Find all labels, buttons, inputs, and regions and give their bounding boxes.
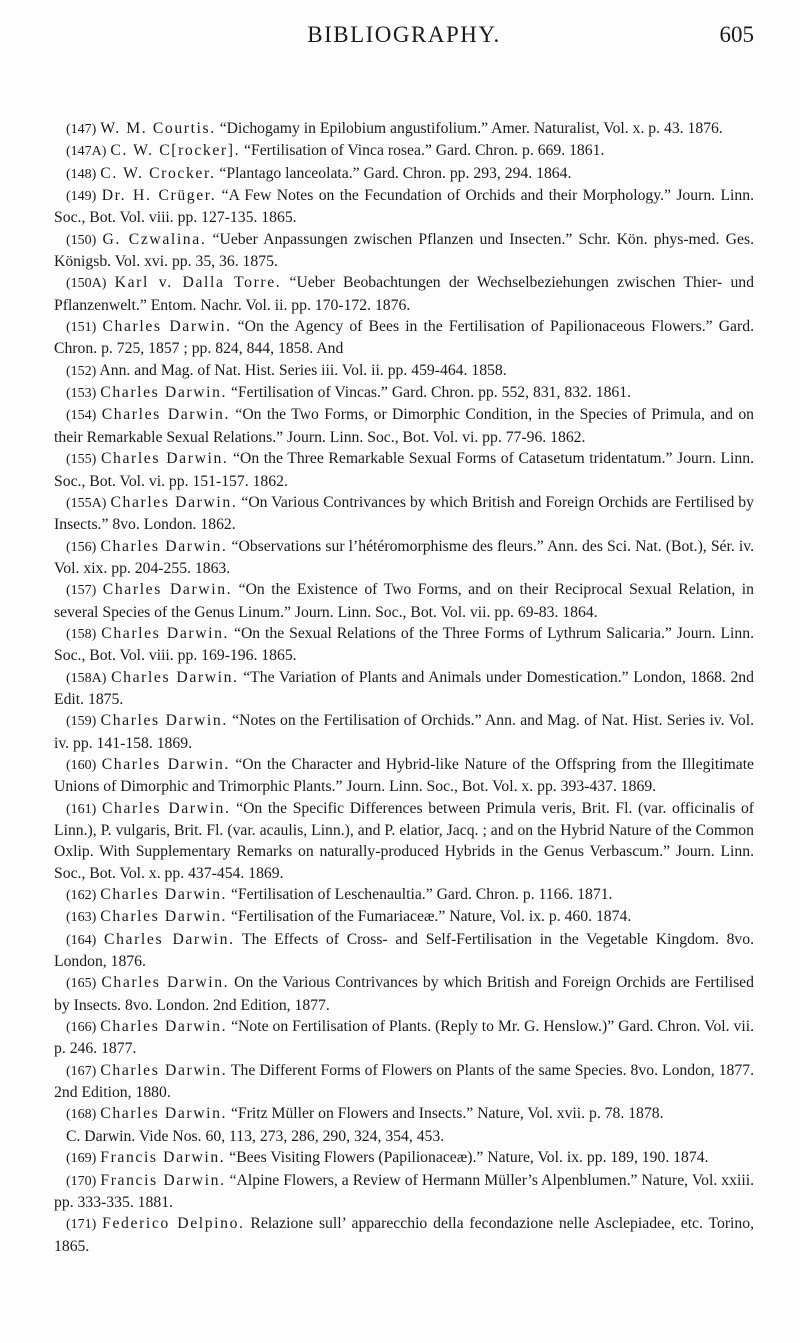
- entry-citation: Ann. and Mag. of Nat. Hist. Series iii. Vol. ii. pp. 459-464. 1858.: [99, 361, 507, 379]
- entry-author: Charles Darwin.: [100, 450, 229, 468]
- entry-number: (161): [66, 801, 97, 817]
- entry-author: Charles Darwin.: [100, 886, 228, 904]
- entry-number: (150): [66, 232, 97, 248]
- entry-citation: “Bees Visiting Flowers (Papilionaceæ).” Nature, Vol. ix. pp. 189, 190. 1874.: [225, 1149, 709, 1167]
- entry-author: Charles Darwin.: [102, 581, 233, 599]
- bibliography-entry: [54, 1213, 754, 1257]
- entry-author: Charles Darwin.: [102, 318, 232, 336]
- entry-author: Charles Darwin.: [101, 624, 230, 642]
- running-title: BIBLIOGRAPHY.: [307, 22, 501, 47]
- entry-number: (162): [66, 888, 97, 904]
- bibliography-entry: [54, 229, 754, 273]
- bibliography-entry: [54, 1103, 754, 1125]
- entry-author: Charles Darwin.: [101, 755, 230, 773]
- entry-citation: “Fertilisation of Leschenaultia.” Gard. Chron. p. 1166. 1871.: [227, 886, 613, 904]
- entry-citation: “On the Agency of Bees in the Fertilisation of Papilionaceous Flowers.” Gard. Chron. p. 725, 1857 ; pp. 824, 844, 1858. And: [54, 318, 755, 358]
- entry-citation: “Fertilisation of Vinca rosea.” Gard. Chron. p. 669. 1861.: [240, 142, 605, 160]
- entry-citation: “Fertilisation of the Fumariaceæ.” Nature, Vol. ix. p. 460. 1874.: [227, 908, 632, 926]
- entry-number: (159): [66, 714, 97, 730]
- entry-citation: “The Variation of Plants and Animals under Domestication.” London, 1868. 2nd Edit. 1875.: [54, 668, 754, 708]
- bibliography-entry: [54, 382, 754, 404]
- entry-citation: “On the Three Remarkable Sexual Forms of Catasetum tridentatum.” Journ. Linn. Soc., Bot. Vol. vi. pp. 151-157. 1862.: [54, 450, 755, 490]
- entry-number: (150A): [66, 276, 107, 292]
- bibliography-entry: [54, 140, 754, 162]
- entry-author: Charles Darwin.: [100, 537, 228, 555]
- entry-author: Charles Darwin.: [110, 493, 238, 511]
- entry-citation: “Fritz Müller on Flowers and Insects.” Nature, Vol. xvii. p. 78. 1878.: [227, 1105, 664, 1123]
- entry-citation: “On the Character and Hybrid-like Nature of the Offspring from the Illegitimate Unions of Dimorphic and Trimorphic Plants.” Journ. Linn. Soc., Bot. Vol. x. pp. 393-437. 1869.: [54, 755, 755, 796]
- entry-citation: “Ueber Beobachtungen der Wechselbeziehungen zwischen Thier- und Pflanzenwelt.” Entom. Nachr. Vol. ii. pp. 170-172. 1876.: [54, 274, 754, 314]
- entry-author: Karl v. Dalla Torre.: [114, 274, 282, 292]
- entry-citation: “Observations sur l’hétéromorphisme des fleurs.” Ann. des Sci. Nat. (Bot.), Sér. iv. Vol. xix. pp. 204-255. 1863.: [54, 537, 755, 577]
- entry-author: G. Czwalina.: [102, 230, 207, 248]
- entry-citation: “Fertilisation of Vincas.” Gard. Chron. pp. 552, 831, 832. 1861.: [227, 384, 632, 402]
- entry-number: (157): [66, 583, 97, 599]
- entry-author: C. W. C[rocker].: [110, 142, 241, 160]
- entry-number: (166): [66, 1020, 97, 1036]
- entry-author: Charles Darwin.: [100, 384, 228, 402]
- entry-number: (151): [66, 320, 97, 336]
- entry-number: (169): [66, 1151, 97, 1167]
- entry-number: (154): [66, 408, 97, 424]
- entry-citation: Relazione sull’ apparecchio della fecondazione nelle Asclepiadee, etc. Torino, 1865.: [54, 1215, 755, 1255]
- entry-number: (155): [66, 452, 97, 468]
- entry-author: C. W. Crocker.: [100, 164, 216, 182]
- entry-author: Francis Darwin.: [100, 1171, 226, 1189]
- entry-author: Francis Darwin.: [100, 1149, 226, 1167]
- entries-tail: [54, 1147, 754, 1257]
- entry-number: (167): [66, 1063, 97, 1079]
- entry-author: Federico Delpino.: [102, 1215, 245, 1233]
- entry-number: (160): [66, 757, 97, 773]
- bibliography-entry: [54, 929, 754, 973]
- bibliography-entry: [54, 360, 754, 382]
- entry-number: (163): [66, 910, 97, 926]
- bibliography-entry: [54, 272, 754, 316]
- entry-citation: “Ueber Anpassungen zwischen Pflanzen und Insecten.” Schr. Kön. phys-med. Ges. Königsb. Vol. xvi. pp. 35, 36. 1875.: [54, 230, 754, 271]
- bibliography-entry: [54, 404, 754, 448]
- entry-citation: “On the Sexual Relations of the Three Forms of Lythrum Salicaria.” Journ. Linn. Soc., Bot. Vol. viii. pp. 169-196. 1865.: [54, 624, 755, 665]
- bibliography-entry: [54, 1060, 754, 1104]
- entry-citation: “On the Existence of Two Forms, and on their Reciprocal Sexual Relation, in several Species of the Genus Linum.” Journ. Linn. Soc., Bot. Vol. vii. pp. 69-83. 1864.: [54, 581, 754, 621]
- entry-author: Charles Darwin.: [100, 908, 228, 926]
- entry-number: (165): [66, 976, 97, 992]
- entry-number: (168): [66, 1107, 97, 1123]
- entry-citation: “A Few Notes on the Fecundation of Orchids and their Morphology.” Journ. Linn. Soc., Bot. Vol. viii. pp. 127-135. 1865.: [54, 187, 754, 227]
- entry-author: Charles Darwin.: [100, 1061, 228, 1079]
- cross-reference: C. Darwin. Vide Nos. 60, 113, 273, 286, 290, 324, 354, 453.: [66, 1127, 445, 1145]
- page-header: [54, 22, 754, 56]
- entry-number: (147A): [66, 144, 107, 160]
- entry-author: Charles Darwin.: [100, 1018, 228, 1036]
- entry-citation: “Alpine Flowers, a Review of Hermann Müller’s Alpenblumen.” Nature, Vol. xxiii. pp. 333-335. 1881.: [54, 1171, 754, 1211]
- entry-number: (171): [66, 1217, 97, 1233]
- bibliography-entry: [54, 667, 754, 711]
- bibliography-entry: [54, 1016, 754, 1060]
- entry-author: Charles Darwin.: [101, 974, 230, 992]
- bibliography-entry: [54, 448, 754, 492]
- bibliography-entry: [54, 579, 754, 623]
- bibliography-entry: [54, 185, 754, 229]
- entry-number: (147): [66, 122, 97, 137]
- bibliography-entry: [54, 492, 754, 536]
- bibliography-entry: [54, 710, 754, 754]
- bibliography-entry: [54, 884, 754, 906]
- entry-number: (155A): [66, 495, 107, 511]
- entry-author: Charles Darwin.: [101, 406, 230, 424]
- bibliography-entry: [54, 1170, 754, 1214]
- bibliography-entry: [54, 754, 754, 798]
- entry-author: Charles Darwin.: [100, 712, 228, 730]
- entries-main: [54, 118, 754, 1126]
- entry-citation: The Effects of Cross- and Self-Fertilisation in the Vegetable Kingdom. 8vo. London, 1876.: [54, 930, 755, 971]
- bibliography-entry: [54, 316, 754, 360]
- bibliography-entry: [54, 1147, 754, 1169]
- bibliography-entries: [54, 118, 754, 1257]
- entry-author: Charles Darwin.: [111, 668, 239, 686]
- bibliography-entry: [54, 163, 754, 185]
- bibliography-entry: [54, 623, 754, 667]
- entry-citation: “On the Two Forms, or Dimorphic Condition, in the Species of Primula, and on their Remarkable Sexual Relations.” Journ. Linn. Soc., Bot. Vol. vi. pp. 77-96. 1862.: [54, 406, 755, 446]
- entry-citation: “Note on Fertilisation of Plants. (Reply to Mr. G. Henslow.)” Gard. Chron. Vol. vii. p. 246. 1877.: [54, 1018, 754, 1058]
- bibliography-entry: [54, 798, 754, 884]
- entry-number: (164): [66, 932, 97, 948]
- entry-number: (158): [66, 626, 97, 642]
- entry-citation: The Different Forms of Flowers on Plants of the same Species. 8vo. London, 1877. 2nd Edition, 1880.: [54, 1061, 754, 1102]
- entry-number: (170): [66, 1173, 97, 1189]
- bibliography-entry: [54, 536, 754, 580]
- entry-number: (153): [66, 386, 97, 402]
- entry-number: (149): [66, 189, 97, 205]
- entry-citation: “On the Specific Differences between Primula veris, Brit. Fl. (var. officinalis of Linn.), P. vulgaris, Brit. Fl. (var. acaulis, Linn.), and P. elatior, Jacq. ; and on the Hybrid Nature of the Common Oxlip. With Supplementary Remarks on naturally-produced Hybrids in the Genus Verbascum.” Journ. Linn. Soc., Bot. Vol. x. pp. 437-454. 1869.: [54, 799, 755, 882]
- entry-author: Charles Darwin.: [101, 799, 231, 817]
- bibliography-entry: [54, 972, 754, 1016]
- entry-citation: “Dichogamy in Epilobium angustifolium.” Amer. Naturalist, Vol. x. p. 43. 1876.: [215, 120, 723, 137]
- entry-citation: “Notes on the Fertilisation of Orchids.” Ann. and Mag. of Nat. Hist. Series iv. Vol. iv. pp. 141-158. 1869.: [54, 712, 755, 752]
- entry-author: Charles Darwin.: [100, 1105, 228, 1123]
- entry-author: Charles Darwin.: [104, 930, 235, 948]
- bibliography-entry: [54, 906, 754, 928]
- entry-number: (156): [66, 539, 97, 555]
- entry-number: (152): [66, 363, 97, 379]
- entry-number: (158A): [66, 670, 107, 686]
- entry-citation: On the Various Contrivances by which British and Foreign Orchids are Fertilised by Insects. 8vo. London. 2nd Edition, 1877.: [54, 974, 754, 1014]
- entry-author: W. M. Courtis.: [100, 120, 216, 137]
- bibliography-entry: [54, 118, 754, 140]
- entry-citation: “Plantago lanceolata.” Gard. Chron. pp. 293, 294. 1864.: [215, 164, 572, 182]
- entry-citation: “On Various Contrivances by which British and Foreign Orchids are Fertilised by Insects.” 8vo. London. 1862.: [54, 493, 754, 534]
- page-number: 605: [719, 22, 754, 47]
- entry-number: (148): [66, 166, 97, 182]
- entry-author: Dr. H. Crüger.: [101, 187, 217, 205]
